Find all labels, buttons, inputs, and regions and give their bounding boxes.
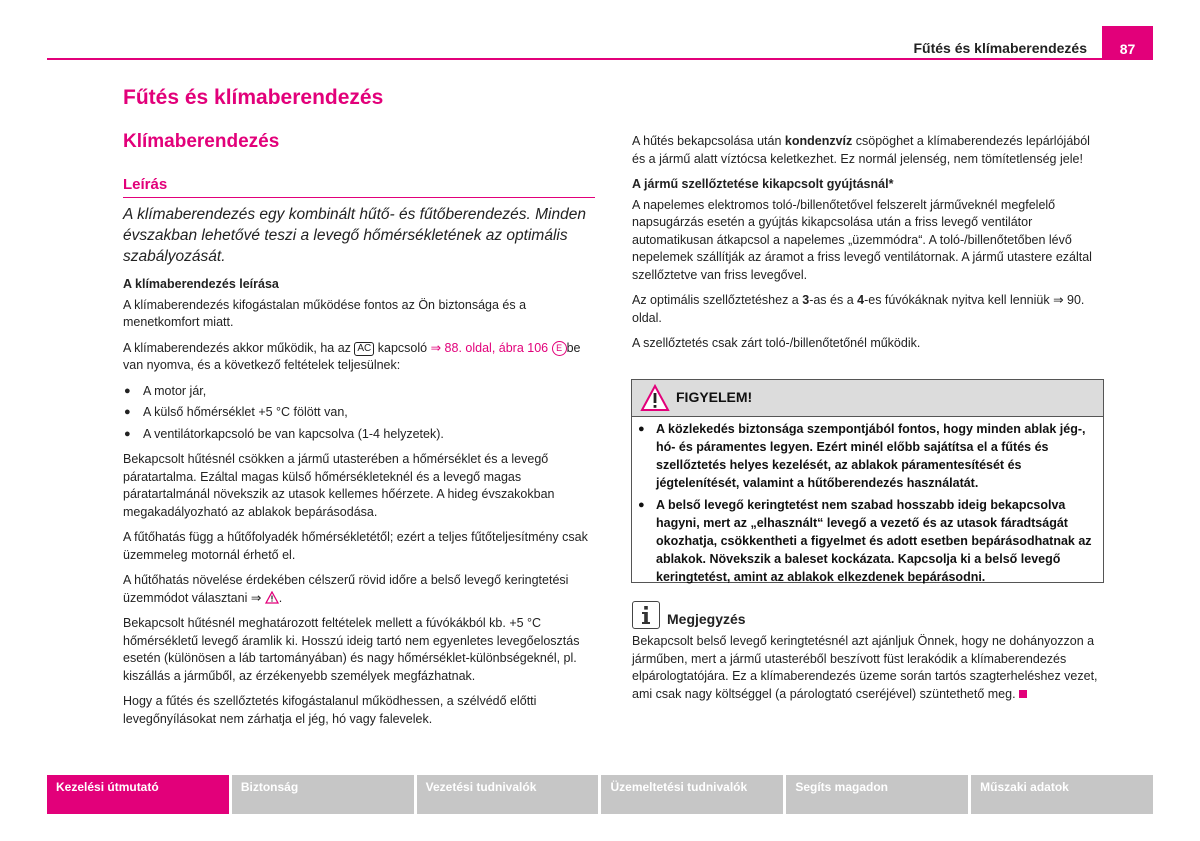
- subsection-rule: [123, 197, 595, 198]
- tab-muszaki-adatok[interactable]: Műszaki adatok: [971, 775, 1153, 814]
- list-item: ● A külső hőmérséklet +5 °C fölött van,: [123, 404, 598, 422]
- list-item: ● A ventilátorkapcsoló be van kapcsolva (1-4 helyzetek).: [123, 426, 598, 444]
- condensate-term: kondenzvíz: [784, 134, 853, 148]
- note-text: Bekapcsolt belső levegő keringtetésnél azt ajánljuk Önnek, hogy ne dohányozzon a járműben, mert a jármű utasteréből beszívott füst lerakódik a klímaberendezés elpárologtatójára. Ez a klímaberendezés üzeme során tartós szagterheléshez vezet, ami csak nagy költséggel (a párologtató cseréjével) szüntethető meg.: [632, 634, 1098, 701]
- warning-label: FIGYELEM!: [676, 389, 753, 405]
- right-subheading: A jármű szellőztetése kikapcsolt gyújtásnál*: [632, 177, 894, 191]
- warning-box: [631, 379, 1104, 583]
- right-paragraph-4: A szellőztetés csak zárt toló-/billenőtetőnél működik.: [632, 336, 921, 350]
- left-paragraph-2: A klímaberendezés akkor működik, ha az AC kapcsoló ⇒ 88. oldal, ábra 106 E be van nyomva, és a következő feltételek teljesülnek:: [123, 340, 581, 372]
- ac-key-symbol: AC: [354, 342, 374, 356]
- warning-triangle-icon: [640, 384, 670, 412]
- left-subheading: A klímaberendezés leírása: [123, 277, 279, 291]
- page-number: 87: [1102, 26, 1153, 60]
- right-paragraph-2: A napelemes elektromos toló-/billenőtetővel felszerelt járműveknél megfelelő napsugárzás esetén a gyújtás kikapcsolása után a friss levegő ventilátor automatikusan átkapcsol a napelemes „üzemmódra“. A toló-/billenőtetőben lévő nepelemek szállítják az áramot a friss levegő ventilátornak. A jármű utastere ezáltal szellőztetve van friss levegővel.: [632, 197, 1092, 282]
- info-icon: [632, 601, 660, 629]
- running-header-title: Fűtés és klímaberendezés: [913, 40, 1087, 56]
- conditions-list: [123, 383, 598, 444]
- tab-segits-magadon[interactable]: Segíts magadon: [786, 775, 968, 814]
- right-paragraph-1: A hűtés bekapcsolása után kondenzvíz csöpöghet a klímaberendezés lepárlójából és a jármű alatt víztócsa keletkezhet. Ez normál jelenség, nem tömítetlenség jele!: [632, 134, 1090, 166]
- note-label: Megjegyzés: [667, 611, 746, 627]
- left-paragraph-1: A klímaberendezés kifogástalan működése fontos az Ön biztonsága és a menetkomfort miatt.: [123, 297, 527, 329]
- figure-callout-e: E: [552, 341, 567, 356]
- warning-item: ● A közlekedés biztonsága szempontjából fontos, hogy minden ablak jég-, hó- és páramentes legyen. Ezért minél előbb sajátítsa el a fűtés és szellőztetés helyes kezelését, az ablakok páramentesítését és jégtelenítését, valamint a hűtőberendezés használatát.: [638, 420, 1096, 492]
- left-paragraph-6: Bekapcsolt hűtésnél meghatározott feltételek mellett a fúvókákból kb. +5 °C hőmérsékletű levegő áramlik ki. Hosszú ideig tartó nem egyenletes levegőelosztás esetén (különösen a láb tartományában) és nagy hőmérséklet-különbségeknél, pl. kiszállás a járműből, az érzékenyebb személyek megfázhatnak.: [123, 616, 580, 683]
- warning-body: [638, 420, 1096, 590]
- warning-header: [632, 380, 1103, 417]
- left-paragraph-3: Bekapcsolt hűtésnél csökken a jármű utasterében a hőmérséklet és a levegő páratartalma. Ezáltal magas külső hőmérsékleteknél és a levegő magas páratartalmánál növekszik az utasok kellemes hőérzete. A hideg évszakokban megakadályozható az ablakok bepárásodása.: [123, 452, 555, 519]
- right-paragraph-3: Az optimális szellőztetéshez a 3-as és a 4-es fúvókáknak nyitva kell lenniük ⇒ 90. oldal.: [632, 293, 1085, 325]
- subsection-title: Leírás: [123, 176, 168, 193]
- warning-item: ● A belső levegő keringtetést nem szabad hosszabb ideig bekapcsolva hagyni, mert az „elhasznált“ levegő a vezető és az utasok fáradtságát okozhatja, csökkentheti a figyelmet és adott esetben bepárásodhatnak az ablakok. Növekszik a baleset kockázata. Kapcsolja ki a belső levegő keringtetést, amint az ablakok elkezdenek bepárásodni.: [638, 496, 1096, 586]
- left-paragraph-7: Hogy a fűtés és szellőztetés kifogástalanul működhessen, a szélvédő előtti levegőnyílásokat nem zárhatja el jég, hó vagy falevelek.: [123, 694, 537, 726]
- footer-navigation: [47, 775, 1153, 814]
- figure-reference-link[interactable]: ⇒ 88. oldal, ábra 106: [430, 340, 549, 355]
- left-paragraph-4: A fűtőhatás függ a hűtőfolyadék hőmérsékletétől; ezért a teljes fűtőteljesítmény csak üzemmeleg motornál érhető el.: [123, 530, 588, 562]
- tab-kezelesi-utmutato[interactable]: Kezelési útmutató: [47, 775, 229, 814]
- end-of-section-marker: [1019, 690, 1027, 698]
- tab-vezetesi-tudnivalok[interactable]: Vezetési tudnivalók: [417, 775, 599, 814]
- tab-uzemeltetesi-tudnivalok[interactable]: Üzemeltetési tudnivalók: [601, 775, 783, 814]
- left-column: [123, 276, 598, 736]
- chapter-title: Fűtés és klímaberendezés: [123, 86, 384, 109]
- lead-paragraph: A klímaberendezés egy kombinált hűtő- és fűtőberendezés. Minden évszakban lehetővé teszi a levegő hőmérsékletének az optimális szabályozását.: [123, 206, 586, 265]
- list-item: ● A motor jár,: [123, 383, 598, 401]
- tab-biztonsag[interactable]: Biztonság: [232, 775, 414, 814]
- right-column: [632, 133, 1104, 361]
- left-paragraph-5: A hűtőhatás növelése érdekében célszerű rövid időre a belső levegő keringtetési üzemmódot választani ⇒ .: [123, 573, 569, 605]
- header-rule: [47, 58, 1153, 60]
- section-title: Klímaberendezés: [123, 131, 280, 152]
- warning-triangle-icon[interactable]: [265, 591, 279, 604]
